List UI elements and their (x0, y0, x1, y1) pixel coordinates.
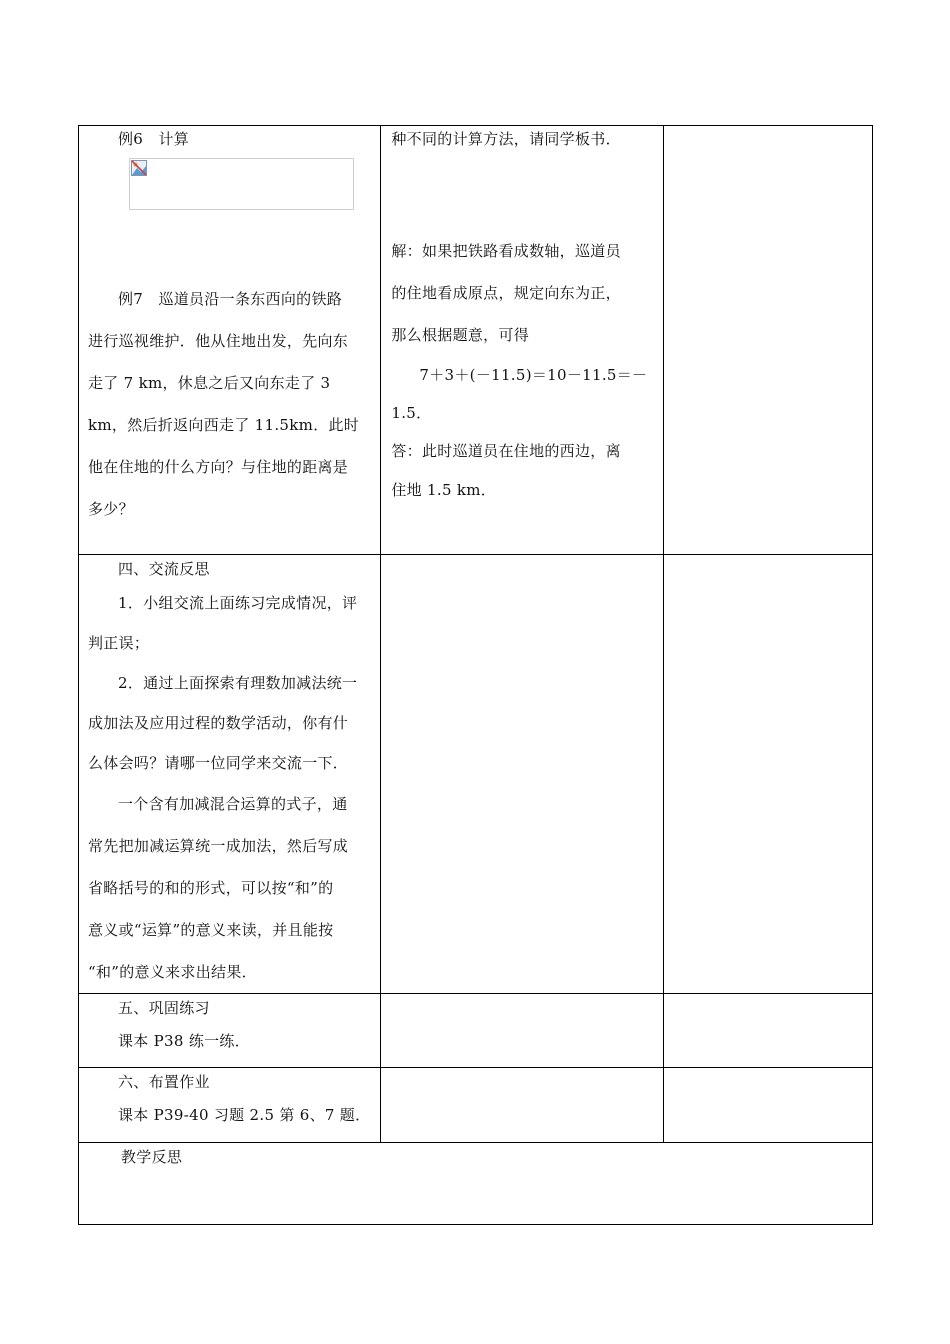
section4-notes-cell (663, 555, 872, 994)
section4-line: 判正误； (88, 634, 150, 652)
table-row (79, 555, 873, 994)
section4-line: 意义或“运算”的意义来读，并且能按 (88, 921, 334, 939)
section4-cell (79, 555, 381, 994)
table-row (79, 1068, 873, 1143)
section5-cell (79, 994, 381, 1068)
section6-notes-cell (663, 1068, 872, 1143)
solution-line: 那么根据题意，可得 (391, 326, 530, 344)
example6-heading (88, 126, 374, 152)
solution-cell (381, 126, 663, 555)
solution-answer: 住地 1.5 km． (391, 481, 497, 499)
section6-text: 课本 P39-40 习题 2.5 第 6、7 题． (118, 1106, 371, 1124)
solution-line: 的住地看成原点，规定向东为正， (391, 284, 621, 302)
solution-answer: 答：此时巡道员在住地的西边，离 (391, 442, 621, 460)
section5-solution-cell (381, 994, 663, 1068)
example7-line: 走了 7 km，休息之后又向东走了 3 (88, 374, 331, 392)
table-row (79, 994, 873, 1068)
example6-text: 计算 (158, 130, 190, 148)
example7-line: 他在住地的什么方向？与住地的距离是 (88, 458, 349, 476)
solution-line: 1.5． (391, 404, 432, 422)
reflection-title: 教学反思 (121, 1148, 183, 1166)
section4-line: 1．小组交流上面练习完成情况，评 (118, 594, 358, 612)
formula-image (129, 158, 354, 210)
table-row (79, 126, 873, 555)
notes-cell (663, 126, 872, 555)
section6-cell (79, 1068, 381, 1143)
example7-line: 进行巡视维护．他从住地出发，先向东 (88, 332, 349, 350)
example6-label: 例6 (118, 130, 144, 148)
section4-line: 成加法及应用过程的数学活动，你有什 (88, 714, 349, 732)
section4-solution-cell (381, 555, 663, 994)
section4-line: 2．通过上面探索有理数加减法统一 (118, 674, 358, 692)
section5-notes-cell (663, 994, 872, 1068)
section4-line: 一个含有加减混合运算的式子，通 (118, 795, 348, 813)
reflection-cell (79, 1143, 873, 1225)
solution-top-line: 种不同的计算方法，请同学板书． (391, 130, 621, 148)
section5-text: 课本 P38 练一练． (118, 1032, 251, 1050)
solution-equation: 7＋3＋(－11.5)＝10－11.5＝－ (419, 366, 648, 384)
section6-title: 六、布置作业 (118, 1073, 210, 1091)
section6-solution-cell (381, 1068, 663, 1143)
example7-line: 例7 巡道员沿一条东西向的铁路 (118, 290, 343, 308)
example7-line: km，然后折返向西走了 11.5km．此时 (88, 416, 360, 434)
examples-cell (79, 126, 381, 555)
example7-line: 多少？ (88, 500, 134, 518)
section5-title: 五、巩固练习 (118, 999, 210, 1017)
section4-line: 省略括号的和的形式，可以按“和”的 (88, 879, 334, 897)
solution-line: 解：如果把铁路看成数轴，巡道员 (391, 242, 621, 260)
section4-title: 四、交流反思 (118, 560, 210, 578)
table-row (79, 1143, 873, 1225)
lesson-plan-table (78, 125, 873, 1225)
section4-line: 常先把加减运算统一成加法，然后写成 (88, 837, 349, 855)
section4-line: 么体会吗？请哪一位同学来交流一下． (88, 754, 349, 772)
section4-line: “和”的意义来求出结果． (88, 963, 257, 981)
broken-image-icon (131, 160, 147, 176)
